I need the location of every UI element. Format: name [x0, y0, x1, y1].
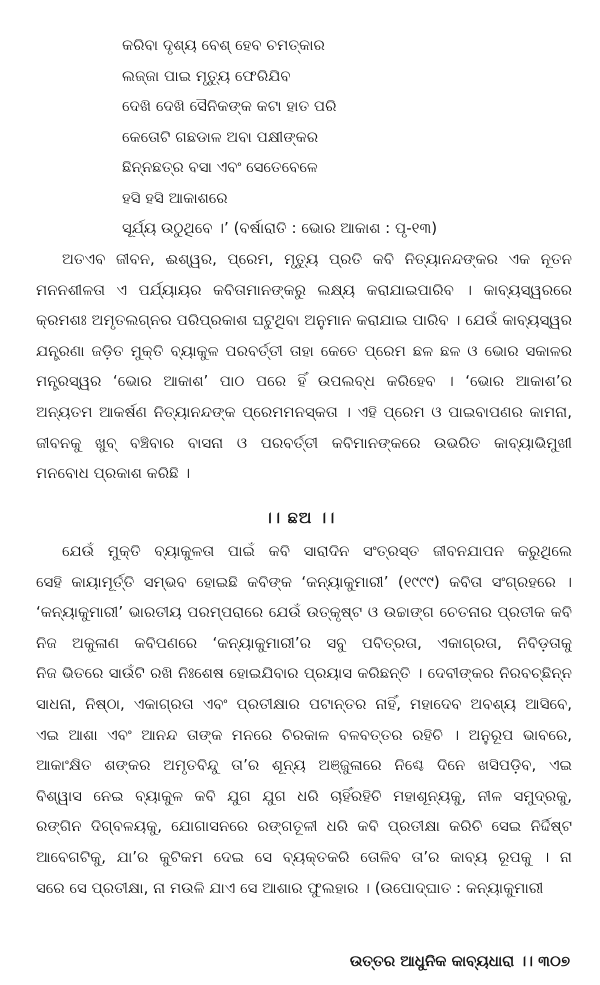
- verse-line: କରିବା ଦୃଶ୍ୟ ବେଶ୍ ହେବ ଚମତ୍କାର: [122, 36, 325, 54]
- text-line: ଅତଏବ ଜୀବନ, ଈଶ୍ୱର, ପ୍ରେମ, ମୃତ୍ୟୁ ପ୍ରତି କବି ନିତ୍ୟାନନ୍ଦଙ୍କର ଏକ ନୂତନ: [62, 250, 572, 268]
- verse-line: କେତୋଟି ଗଛଡାଳ ଅବା ପକ୍ଷୀଙ୍କର: [122, 127, 319, 146]
- quoted-verse: [122, 30, 562, 244]
- running-footer: ଉତ୍ତର ଆଧୁନିକ କାବ୍ୟଧାରା ।। ୩୦୭: [349, 952, 570, 970]
- text-line: କ୍ରମଶଃ ଅମୃତଲଗ୍ନର ପରିପ୍ରକାଶ ଘଟୁଥିବା ଅନୁମାନ କରାଯାଇ ପାରିବ । ଯେଉଁ କାବ୍ୟସ୍ୱର: [36, 311, 572, 330]
- text-line: ରଙ୍ଗିନ ଦିଗ୍‌ବଳୟକୁ, ଯୋଗାସନରେ ରଙ୍ଗତୂଳୀ ଧରି କବି ପ୍ରତୀକ୍ଷା କରିଚି ସେଇ ନିର୍ଦ୍ଦିଷ୍ଟ: [36, 817, 572, 836]
- text-line: ସରେ ସେ ପ୍ରତୀକ୍ଷା, ନା ମଉଳି ଯାଏ ସେ ଆଶାର ଫୁଲହାର । (ଉପୋଦ୍‌ଘାତ : କନ୍ୟାକୁମାରୀ: [36, 878, 544, 897]
- text-line: ଆକାଂକ୍ଷିତ ଶଙ୍କର ଅମୃତବିନ୍ଦୁ ତା’ର ଶୂନ୍ୟ ଅଞ୍ଜୁଳାରେ ନିଶ୍ଚେ ଦିନେ ଖସିପଡ଼ିବ, ଏଇ: [36, 756, 572, 775]
- text-line: ଯନ୍ତ୍ରଣା ଜଡ଼ିତ ମୁକ୍ତି ବ୍ୟାକୁଳ ପରବର୍ତ୍ତୀ ତାହା କେତେ ପ୍ରେମ ଛଳ ଛଳ ଓ ଭୋର ସକାଳର: [36, 341, 572, 360]
- verse-line: ହସି ହସି ଆକାଶରେ: [122, 188, 228, 207]
- text-line: ଯେଉଁ ମୁକ୍ତି ବ୍ୟାକୁଳତା ପାଇଁ କବି ସାରାଦିନ ସଂତ୍ରସ୍ତ ଜୀବନଯାପନ କରୁଥିଲେ: [62, 542, 572, 560]
- text-line: ‘କନ୍ୟାକୁମାରୀ’ ଭାରତୀୟ ପରମ୍ପରାରେ ଯେଉଁ ଉତ୍କୃଷ୍ଟ ଓ ଉଚ୍ଚାଙ୍ଗ ଚେତନାର ପ୍ରତୀକ କବି: [36, 603, 572, 622]
- text-line: ଆବେଗଟିକୁ, ଯା’ର କୁଟିକମ ଦେଇ ସେ ବ୍ୟକ୍ତକରି ତୋଳିବ ତା’ର କାବ୍ୟ ରୂପକୁ । ନା: [36, 847, 572, 866]
- section-heading: ।। ଛଅ ।।: [264, 508, 336, 527]
- verse-line: ଲଜ୍ଜା ପାଇ ମୃତ୍ୟୁ ଫେରିଯିବ: [122, 66, 291, 85]
- verse-line: ଦେଖି ଦେଖି ସୈନିକଙ୍କ କଟା ହାତ ପରି: [122, 97, 337, 115]
- text-line: ମନ୍ତ୍ରସ୍ୱର ‘ଭୋର ଆକାଶ’ ପାଠ ପରେ ହିଁ ଉପଲବ୍ଧ କରିହେବ । ‘ଭୋର ଆକାଶ’ର: [36, 372, 572, 391]
- text-line: ଏଇ ଆଶା ଏବଂ ଆନନ୍ଦ ତାଙ୍କ ମନରେ ଚିରକାଳ ବଳବତ୍ତର ରହିଚି । ଅନୁରୂପ ଭାବରେ,: [36, 725, 572, 744]
- verse-line: ଛିନ୍ନଛତ୍ର ବସା ଏବଂ ସେତେବେଳେ: [122, 158, 318, 176]
- text-line: ମନବୋଧ ପ୍ରକାଶ କରିଛି ।: [36, 464, 191, 483]
- text-line: ନିଜ ଅକୁଳାଣ କବିପଣରେ ‘କନ୍ୟାକୁମାରୀ’ର ସବୁ ପବିତ୍ରତା, ଏକାଗ୍ରତା, ନିବିଡ଼ତାକୁ: [36, 633, 572, 652]
- paragraph-one: [36, 244, 572, 489]
- text-line: ଜୀବନକୁ ଖୁବ୍ ବଞ୍ଚିବାର ବାସନା ଓ ପରବର୍ତ୍ତୀ କବିମାନଙ୍କରେ ଉଭରିତ କାବ୍ୟାଭିମୁଖୀ: [36, 433, 572, 452]
- text-line: ମନନଶୀଳତା ଏ ପର୍ଯ୍ୟାୟର କବିତାମାନଙ୍କରୁ ଲକ୍ଷ୍ୟ କରାଯାଇପାରିବ । କାବ୍ୟସ୍ୱରରେ: [36, 280, 572, 299]
- text-line: ବିଶ୍ୱାସ ନେଇ ବ୍ୟାକୁଳ କବି ଯୁଗ ଯୁଗ ଧରି ଚାହିଁରହିଚି ମହାଶୂନ୍ୟକୁ, ନୀଳ ସମୁଦ୍ରକୁ,: [36, 786, 572, 805]
- text-line: ନିଜ ଭିତରେ ସାଉଁଟି ରଖି ନିଃଶେଷ ହୋଇଯିବାର ପ୍ରୟାସ କରିଛନ୍ତି । ଦେବୀଙ୍କର ନିରବଚ୍ଛିନ୍ନ: [36, 664, 572, 683]
- text-line: ଅନ୍ୟତମ ଆକର୍ଷଣ ନିତ୍ୟାନନ୍ଦଙ୍କ ପ୍ରେମମନସ୍କତା । ଏହି ପ୍ରେମ ଓ ପାଇବାପଣର କାମନା,: [36, 402, 572, 421]
- text-line: ସାଧନା, ନିଷ୍ଠା, ଏକାଗ୍ରତା ଏବଂ ପ୍ରତୀକ୍ଷାର ପଟାନ୍ତର ନାହିଁ, ମହାଦେବ ଅବଶ୍ୟ ଆସିବେ,: [36, 694, 572, 713]
- paragraph-two: [36, 536, 572, 903]
- text-line: ସେହି କାୟାମୂର୍ତ୍ତି ସମ୍ଭବ ହୋଇଛି କବିଙ୍କ ‘କନ୍ୟାକୁମାରୀ’ (୧୯୯୯) କବିତା ସଂଗ୍ରହରେ ।: [36, 572, 572, 591]
- verse-line-citation: ସୂର୍ଯ୍ୟ ଉଠୁଥିବେ ।’ (ବର୍ଷାରାତି : ଭୋର ଆକାଶ : ପୃ-୧୩): [122, 219, 438, 237]
